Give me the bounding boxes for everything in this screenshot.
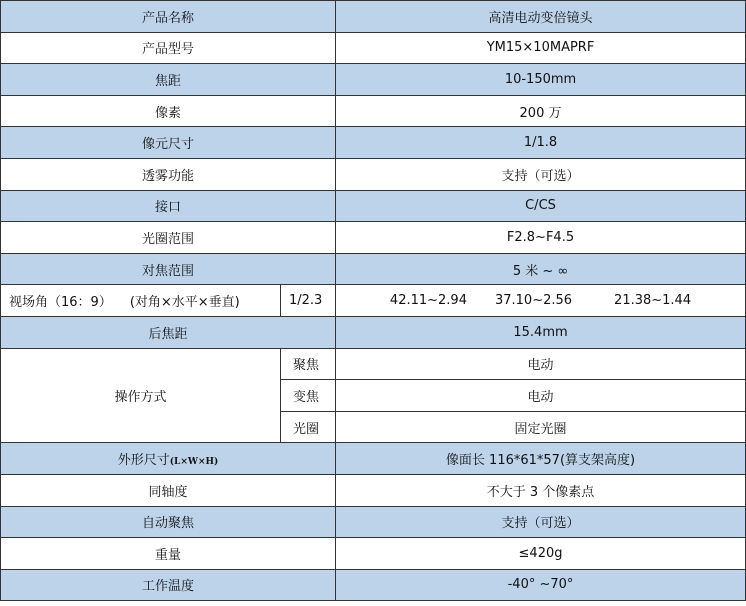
row-label: 像元尺寸 [1, 127, 336, 159]
table-row [1, 190, 746, 222]
row-value: 支持（可选） [336, 158, 746, 190]
row-value: 不大于 3 个像素点 [336, 474, 746, 506]
dimensions-value: 像面长 116*61*57(算支架高度) [336, 443, 746, 475]
row-label: 产品名称 [1, 1, 336, 33]
table-row [1, 1, 746, 33]
dimensions-unit: (L×W×H) [169, 457, 219, 468]
table-row [1, 538, 746, 570]
table-row [1, 127, 746, 159]
dimensions-label: 外形尺寸 [117, 453, 170, 469]
row-value: 10-150mm [336, 64, 746, 96]
row-value: YM15×10MAPRF [336, 32, 746, 64]
row-value: F2.8~F4.5 [336, 222, 746, 254]
dimensions-row [1, 443, 746, 475]
row-label: 重量 [1, 538, 336, 570]
operation-row [1, 348, 746, 380]
row-value: 5 米 ~ ∞ [336, 253, 746, 285]
row-value: C/CS [336, 190, 746, 222]
row-value: ≤420g [336, 538, 746, 570]
table-row [1, 32, 746, 64]
operation-item-name: 变焦 [281, 380, 336, 412]
row-label: 对焦范围 [1, 253, 336, 285]
fov-row [1, 285, 746, 317]
table-row [1, 506, 746, 538]
operation-item-value: 电动 [336, 380, 746, 412]
row-label: 透雾功能 [1, 158, 336, 190]
row-value: -40° ~70° [336, 569, 746, 601]
row-label: 产品型号 [1, 32, 336, 64]
row-label: 工作温度 [1, 569, 336, 601]
table-row [1, 158, 746, 190]
operation-item-value: 固定光圈 [336, 411, 746, 443]
fov-label: 视场角（16：9） [9, 295, 112, 311]
operation-item-name: 聚焦 [281, 348, 336, 380]
table-row [1, 95, 746, 127]
row-value: 200 万 [336, 95, 746, 127]
row-label: 光圈范围 [1, 222, 336, 254]
row-label: 像素 [1, 95, 336, 127]
row-label: 自动聚焦 [1, 506, 336, 538]
operation-item-value: 电动 [336, 348, 746, 380]
operation-item-name: 光圈 [281, 411, 336, 443]
table-row [1, 222, 746, 254]
table-row [1, 316, 746, 348]
fov-diag: 42.11~2.94 [389, 293, 467, 309]
row-value: 15.4mm [336, 316, 746, 348]
fov-vert: 21.38~1.44 [614, 293, 692, 309]
row-value: 高清电动变倍镜头 [336, 1, 746, 33]
row-value: 支持（可选） [336, 506, 746, 538]
table-row [1, 569, 746, 601]
table-row [1, 474, 746, 506]
fov-sub: (对角×水平×垂直) [129, 295, 240, 311]
table-row [1, 253, 746, 285]
row-label: 焦距 [1, 64, 336, 96]
dimensions-label-cell [1, 443, 336, 475]
row-label: 接口 [1, 190, 336, 222]
table-row [1, 64, 746, 96]
fov-values [336, 285, 746, 317]
row-label: 后焦距 [1, 316, 336, 348]
fov-label-cell [1, 285, 281, 317]
fov-horiz: 37.10~2.56 [494, 293, 573, 309]
operation-label: 操作方式 [1, 348, 281, 443]
row-value: 1/1.8 [336, 127, 746, 159]
fov-sensor: 1/2.3 [281, 285, 336, 317]
row-label: 同轴度 [1, 474, 336, 506]
